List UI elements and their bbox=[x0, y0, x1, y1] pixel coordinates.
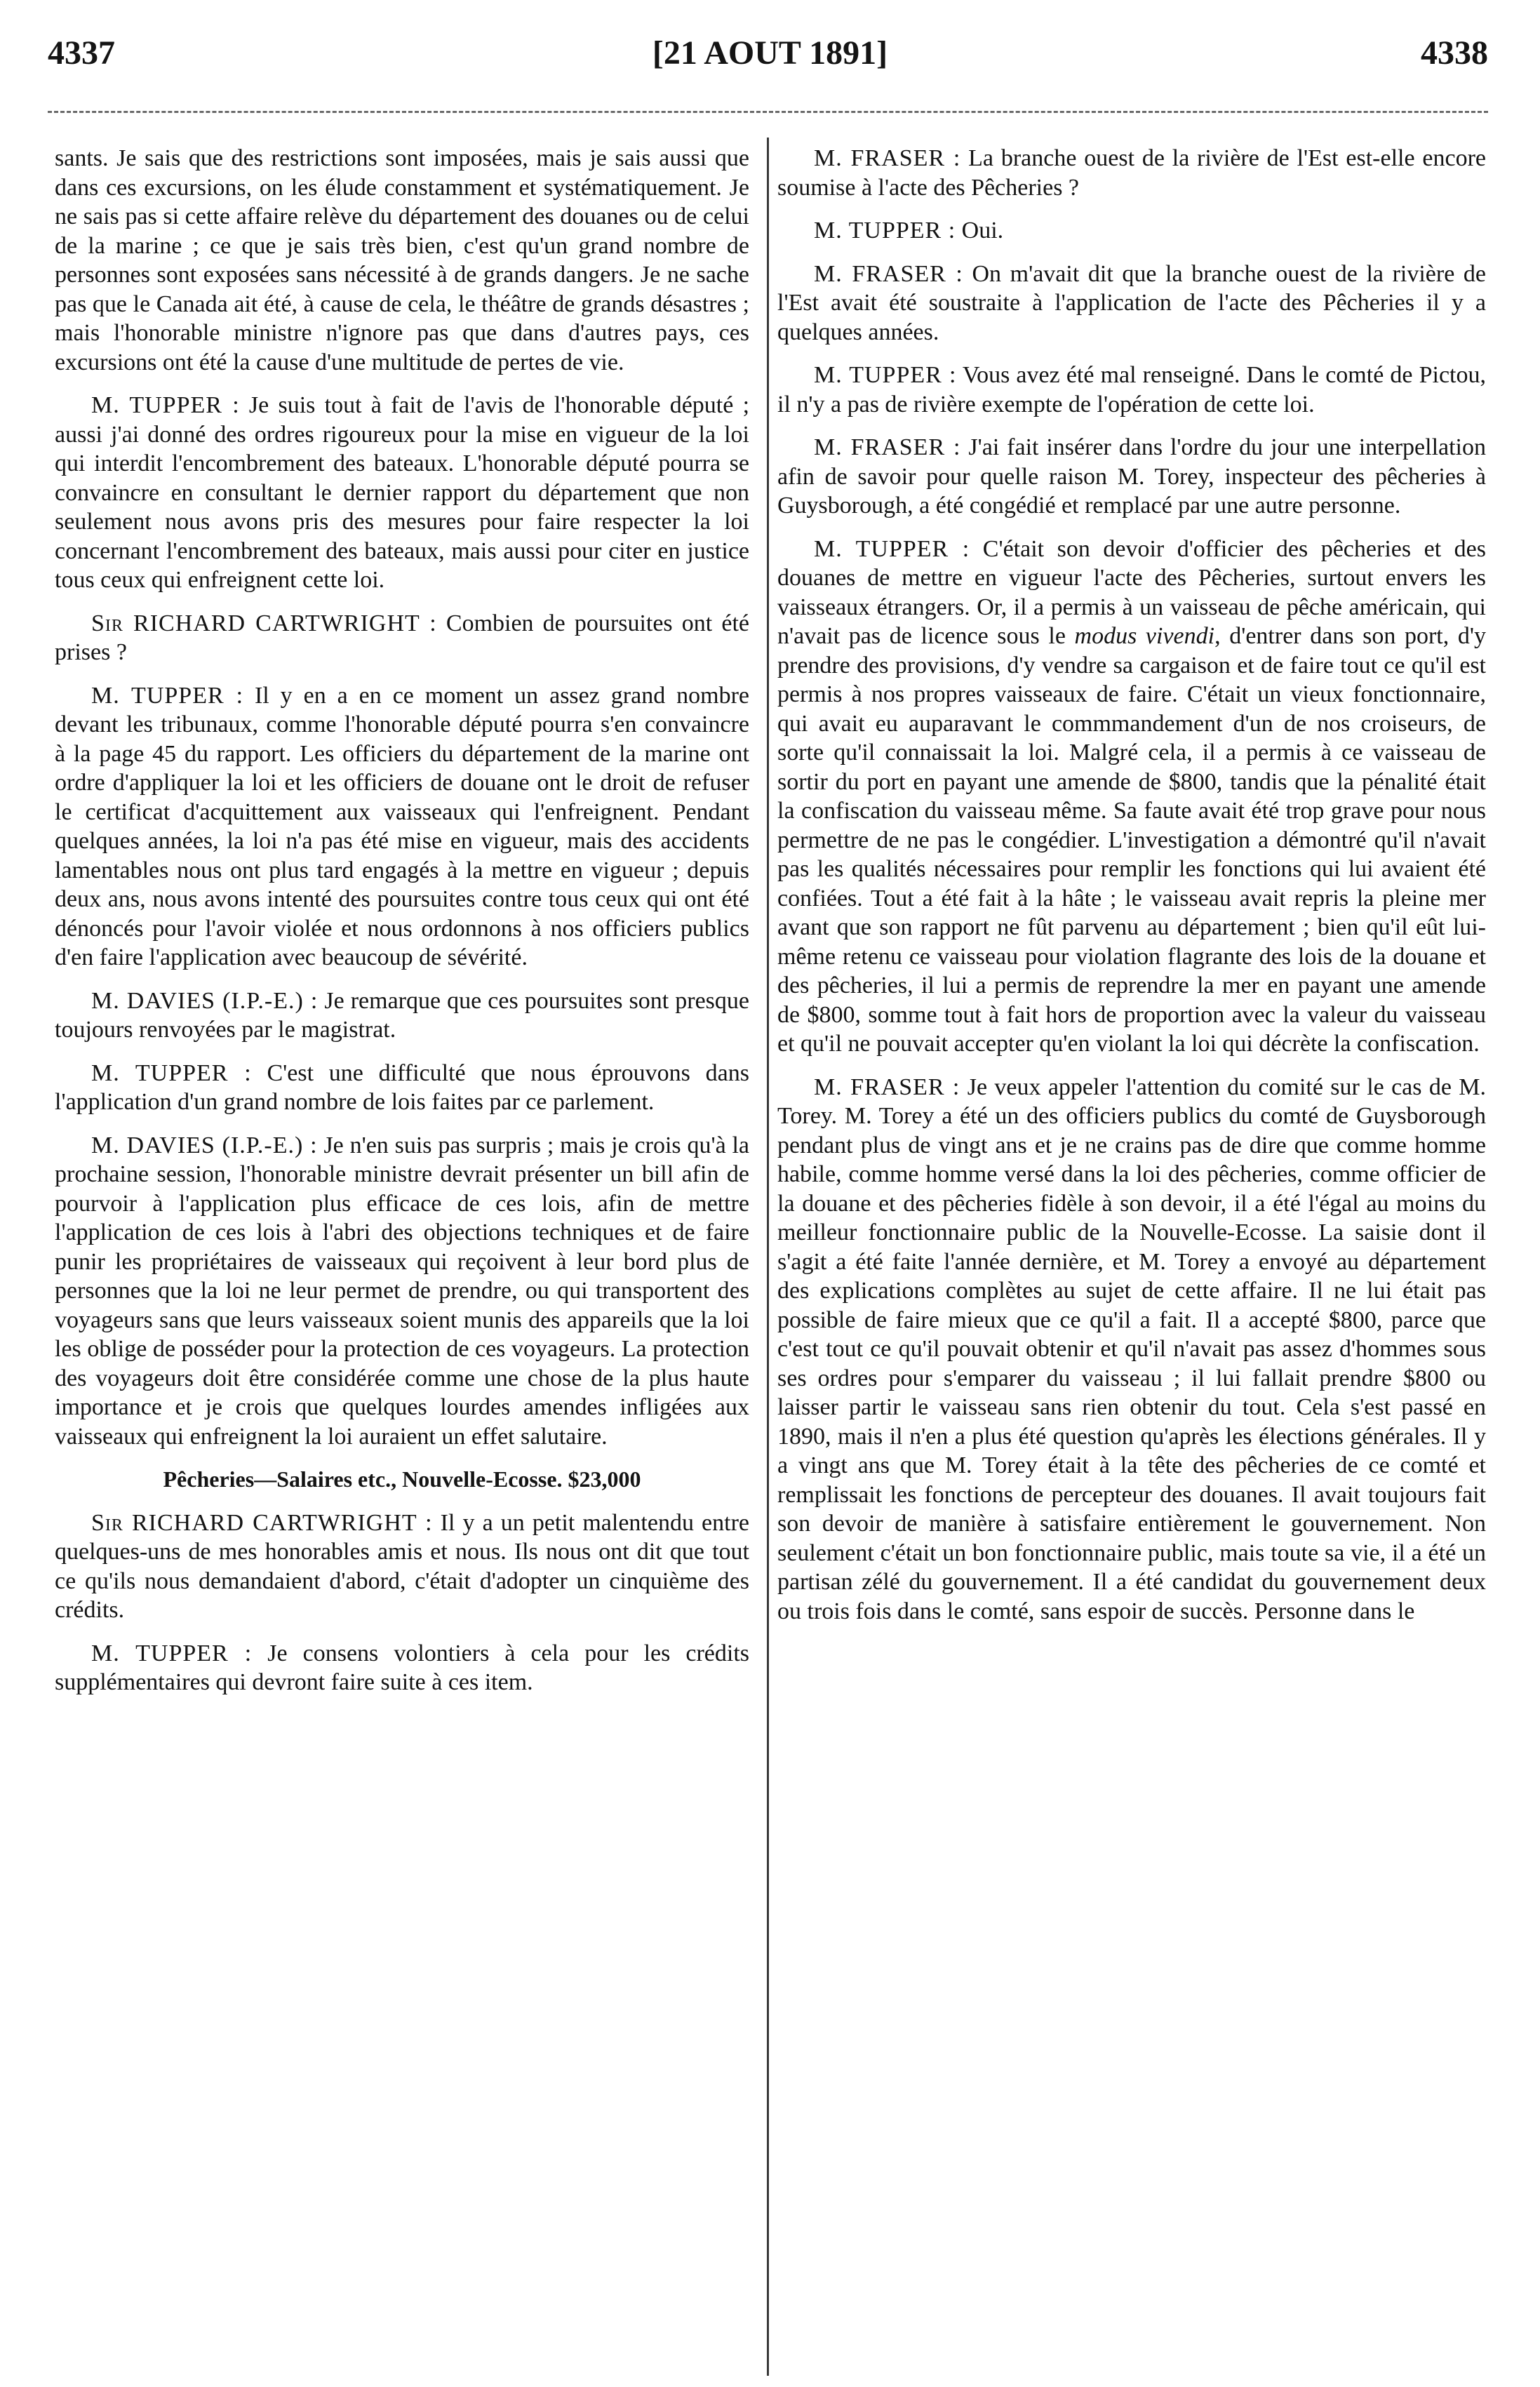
speaker-name: M. FRASER : bbox=[814, 1074, 960, 1100]
paragraph: M. TUPPER : C'était son devoir d'officier des pêcheries et des douanes de mettre en vigueur l'acte des Pêcheries, surtout envers les vaisseaux étrangers. Or, il a permis à un vaisseau de pêche américain, qui n'avait pas de licence sous le modus vivendi, d'entrer dans son port, d'y prendre des provisions, d'y vendre sa cargaison et de faire tout ce qu'il est permis à nos propres vaisseaux de faire. C'était un vieux fonctionnaire, qui avait eu auparavant le commmandement d'un de nos croiseurs, de sorte qu'il connaissait la loi. Malgré cela, il a permis à ce vaisseau de sortir du port en payant une amende de $800, tandis que la pénalité était la confiscation du vaisseau même. Sa faute avait été trop grave pour nous permettre de ne pas le congédier. L'investigation a démontré qu'il n'avait pas les qualités nécessaires pour remplir les fonctions qui lui avaient été confiées. Tout a été fait à la hâte ; le vaisseau avait repris la pleine mer avant que son rapport ne fût parvenu au département ; bien qu'il eût lui-même retenu ce vaisseau pour violation flagrante des lois de la douane et des pêcheries, il lui a permis de reprendre la mer en payant une amende de $800, somme tout à fait hors de proportion avec la valeur du vaisseau et qu'il ne pouvait accepter qu'en violant la loi qui décrète la confiscation. bbox=[777, 535, 1487, 1057]
right-column bbox=[777, 144, 1486, 1640]
section-heading: Pêcheries—Salaires etc., Nouvelle-Ecosse. $23,000 bbox=[163, 1466, 641, 1492]
speaker-name: Sir RICHARD CARTWRIGHT : bbox=[91, 1509, 433, 1536]
left-column bbox=[55, 144, 749, 1711]
paragraph: M. FRASER : On m'avait dit que la branche ouest de la rivière de l'Est avait été soustraite à l'application de l'acte des Pêcheries il y a quelques années. bbox=[777, 260, 1486, 345]
speaker-name: M. TUPPER : bbox=[814, 362, 957, 388]
page-date: [21 AOUT 1891] bbox=[652, 34, 888, 72]
speaker-name: M. DAVIES (I.P.-E.) : bbox=[91, 1132, 318, 1158]
speaker-name: M. TUPPER : bbox=[91, 1640, 253, 1666]
paragraph: M. TUPPER : Vous avez été mal renseigné. Dans le comté de Pictou, il n'y a pas de rivière exempte de l'opération de cette loi. bbox=[777, 362, 1487, 417]
paragraph: M. TUPPER : Il y en a en ce moment un assez grand nombre devant les tribunaux, comme l'honorable député pourra s'en convaincre à la page 45 du rapport. Les officiers du département de la marine ont ordre d'appliquer la loi et les officiers de douane ont le droit de refuser le certificat d'acquittement aux vaisseaux qui l'enfreignent. Pendant quelques années, la loi n'a pas été mise en vigueur, mais des accidents lamentables nous ont plus tard engagés à la mettre en vigueur ; depuis deux ans, nous avons intenté des poursuites contre tous ceux qui ont été dénoncés pour l'avoir violée et nous ordonnons à nos officiers publics d'en faire l'application avec beaucoup de sévérité. bbox=[55, 682, 749, 970]
speaker-name: M. FRASER : bbox=[814, 260, 963, 287]
speaker-name: M. TUPPER : bbox=[91, 1059, 252, 1086]
header-rule bbox=[48, 111, 1488, 113]
paragraph: Sir RICHARD CARTWRIGHT : Il y a un petit malentendu entre quelques-uns de mes honorables amis et nous. Ils nous ont dit que tout ce qu'ils nous demandaient d'abord, c'était d'adopter un cinquième des crédits. bbox=[55, 1509, 749, 1623]
speaker-name: M. TUPPER : bbox=[91, 392, 240, 418]
paragraph: sants. Je sais que des restrictions sont imposées, mais je sais aussi que dans ces excursions, on les élude constamment et systématiquement. Je ne sais pas si cette affaire relève du département des douanes ou de celui de la marine ; ce que je sais très bien, c'est qu'un grand nombre de personnes sont exposées sans nécessité à de grands dangers. Je ne sache pas que le Canada ait été, à cause de cela, le théâtre de grands désastres ; mais l'honorable ministre n'ignore pas que dans d'autres pays, ces excursions ont été la cause d'une multitude de pertes de vie. bbox=[55, 145, 749, 375]
speaker-name: M. TUPPER : bbox=[814, 218, 956, 243]
paragraph: M. TUPPER : Oui. bbox=[814, 218, 1004, 243]
column-divider bbox=[767, 138, 769, 2376]
paragraph: Sir RICHARD CARTWRIGHT : Combien de poursuites ont été prises ? bbox=[55, 610, 749, 665]
paragraph: M. DAVIES (I.P.-E.) : Je n'en suis pas surpris ; mais je crois qu'à la prochaine session, l'honorable ministre devrait présenter un bill afin de pourvoir à l'application plus efficace de ces lois, afin de mettre l'application de ces lois à l'abri des objections techniques et de faire punir les propriétaires de vaisseaux qui reçoivent à leur bord plus de personnes que la loi ne leur permet de prendre, ou qui transportent des voyageurs sans que leurs vaisseaux soient munis des appareils que la loi les oblige de posséder pour la protection de ces voyageurs. La protection des voyageurs doit être considérée comme une chose de la plus haute importance et je crois que quelques lourdes amendes infligées aux vaisseaux qui enfreignent la loi auraient un effet salutaire. bbox=[55, 1132, 750, 1450]
italic-term: modus vivendi bbox=[1074, 623, 1215, 649]
speaker-name: M. TUPPER : bbox=[814, 535, 970, 562]
paragraph: M. FRASER : Je veux appeler l'attention du comité sur le cas de M. Torey. M. Torey a été un des officiers publics du comté de Guysborough pendant plus de vingt ans et je ne crains pas de dire que comme homme habile, comme homme versé dans la loi des pêcheries, comme officier de la douane et des pêcheries fidèle à son devoir, il a été l'égal au moins du meilleur fonctionnaire public de la Nouvelle-Ecosse. La saisie dont il s'agit a été faite l'année dernière, et M. Torey a envoyé au département des explications complètes au sujet de cette affaire. Il ne lui était pas possible de faire mieux que ce qu'il a fait. Il a accepté $800, parce que c'est tout ce qu'il pouvait obtenir et qu'il n'avait pas assez d'hommes sous ses ordres pour s'emparer du vaisseau ; il lui fallait prendre $800 ou laisser partir le vaisseau sans rien obtenir du tout. Cela s'est passé en 1890, mais il n'en a plus été question qu'après les élections générales. Il y a vingt ans que M. Torey était à la tête des pêcheries de ce comté et remplissait les fonctions de percepteur des douanes. Il avait toujours fait son devoir de manière à satisfaire entièrement le gouvernement. Non seulement c'était un bon fonctionnaire public, mais toute sa vie, il a été un partisan zélé du gouvernement. Il a été candidat du gouvernement deux ou trois fois dans le comté, sans espoir de succès. Personne dans le bbox=[777, 1074, 1486, 1624]
speaker-name: M. FRASER : bbox=[814, 145, 961, 171]
page-number-right: 4338 bbox=[1421, 34, 1488, 72]
paragraph: M. FRASER : J'ai fait insérer dans l'ordre du jour une interpellation afin de savoir pour quelle raison M. Torey, inspecteur des pêcheries à Guysborough, a été congédié et remplacé par une autre personne. bbox=[777, 434, 1486, 519]
page-number-left: 4337 bbox=[48, 34, 115, 72]
speaker-name: M. FRASER : bbox=[814, 434, 961, 460]
paragraph: M. DAVIES (I.P.-E.) : Je remarque que ces poursuites sont presque toujours renvoyées par le magistrat. bbox=[55, 987, 749, 1043]
speaker-name: Sir RICHARD CARTWRIGHT : bbox=[91, 610, 437, 636]
speaker-name: M. TUPPER : bbox=[91, 682, 244, 709]
paragraph: M. FRASER : La branche ouest de la rivière de l'Est est-elle encore soumise à l'acte des Pêcheries ? bbox=[777, 145, 1486, 201]
paragraph: M. TUPPER : C'est une difficulté que nous éprouvons dans l'application d'un grand nombre de lois faites par ce parlement. bbox=[55, 1059, 749, 1115]
speaker-name: M. DAVIES (I.P.-E.) : bbox=[91, 987, 319, 1014]
paragraph: M. TUPPER : Je consens volontiers à cela pour les crédits supplémentaires qui devront faire suite à ces item. bbox=[55, 1640, 750, 1695]
paragraph: M. TUPPER : Je suis tout à fait de l'avis de l'honorable député ; aussi j'ai donné des ordres rigoureux pour la mise en vigueur de la loi qui interdit l'encombrement des bateaux. L'honorable député pourra se convaincre en consultant le dernier rapport du département que non seulement nous avons pris des mesures pour faire respecter la loi concernant l'encombrement des bateaux, mais aussi pour citer en justice tous ceux qui enfreignent cette loi. bbox=[55, 392, 750, 593]
page-header bbox=[0, 0, 1540, 105]
